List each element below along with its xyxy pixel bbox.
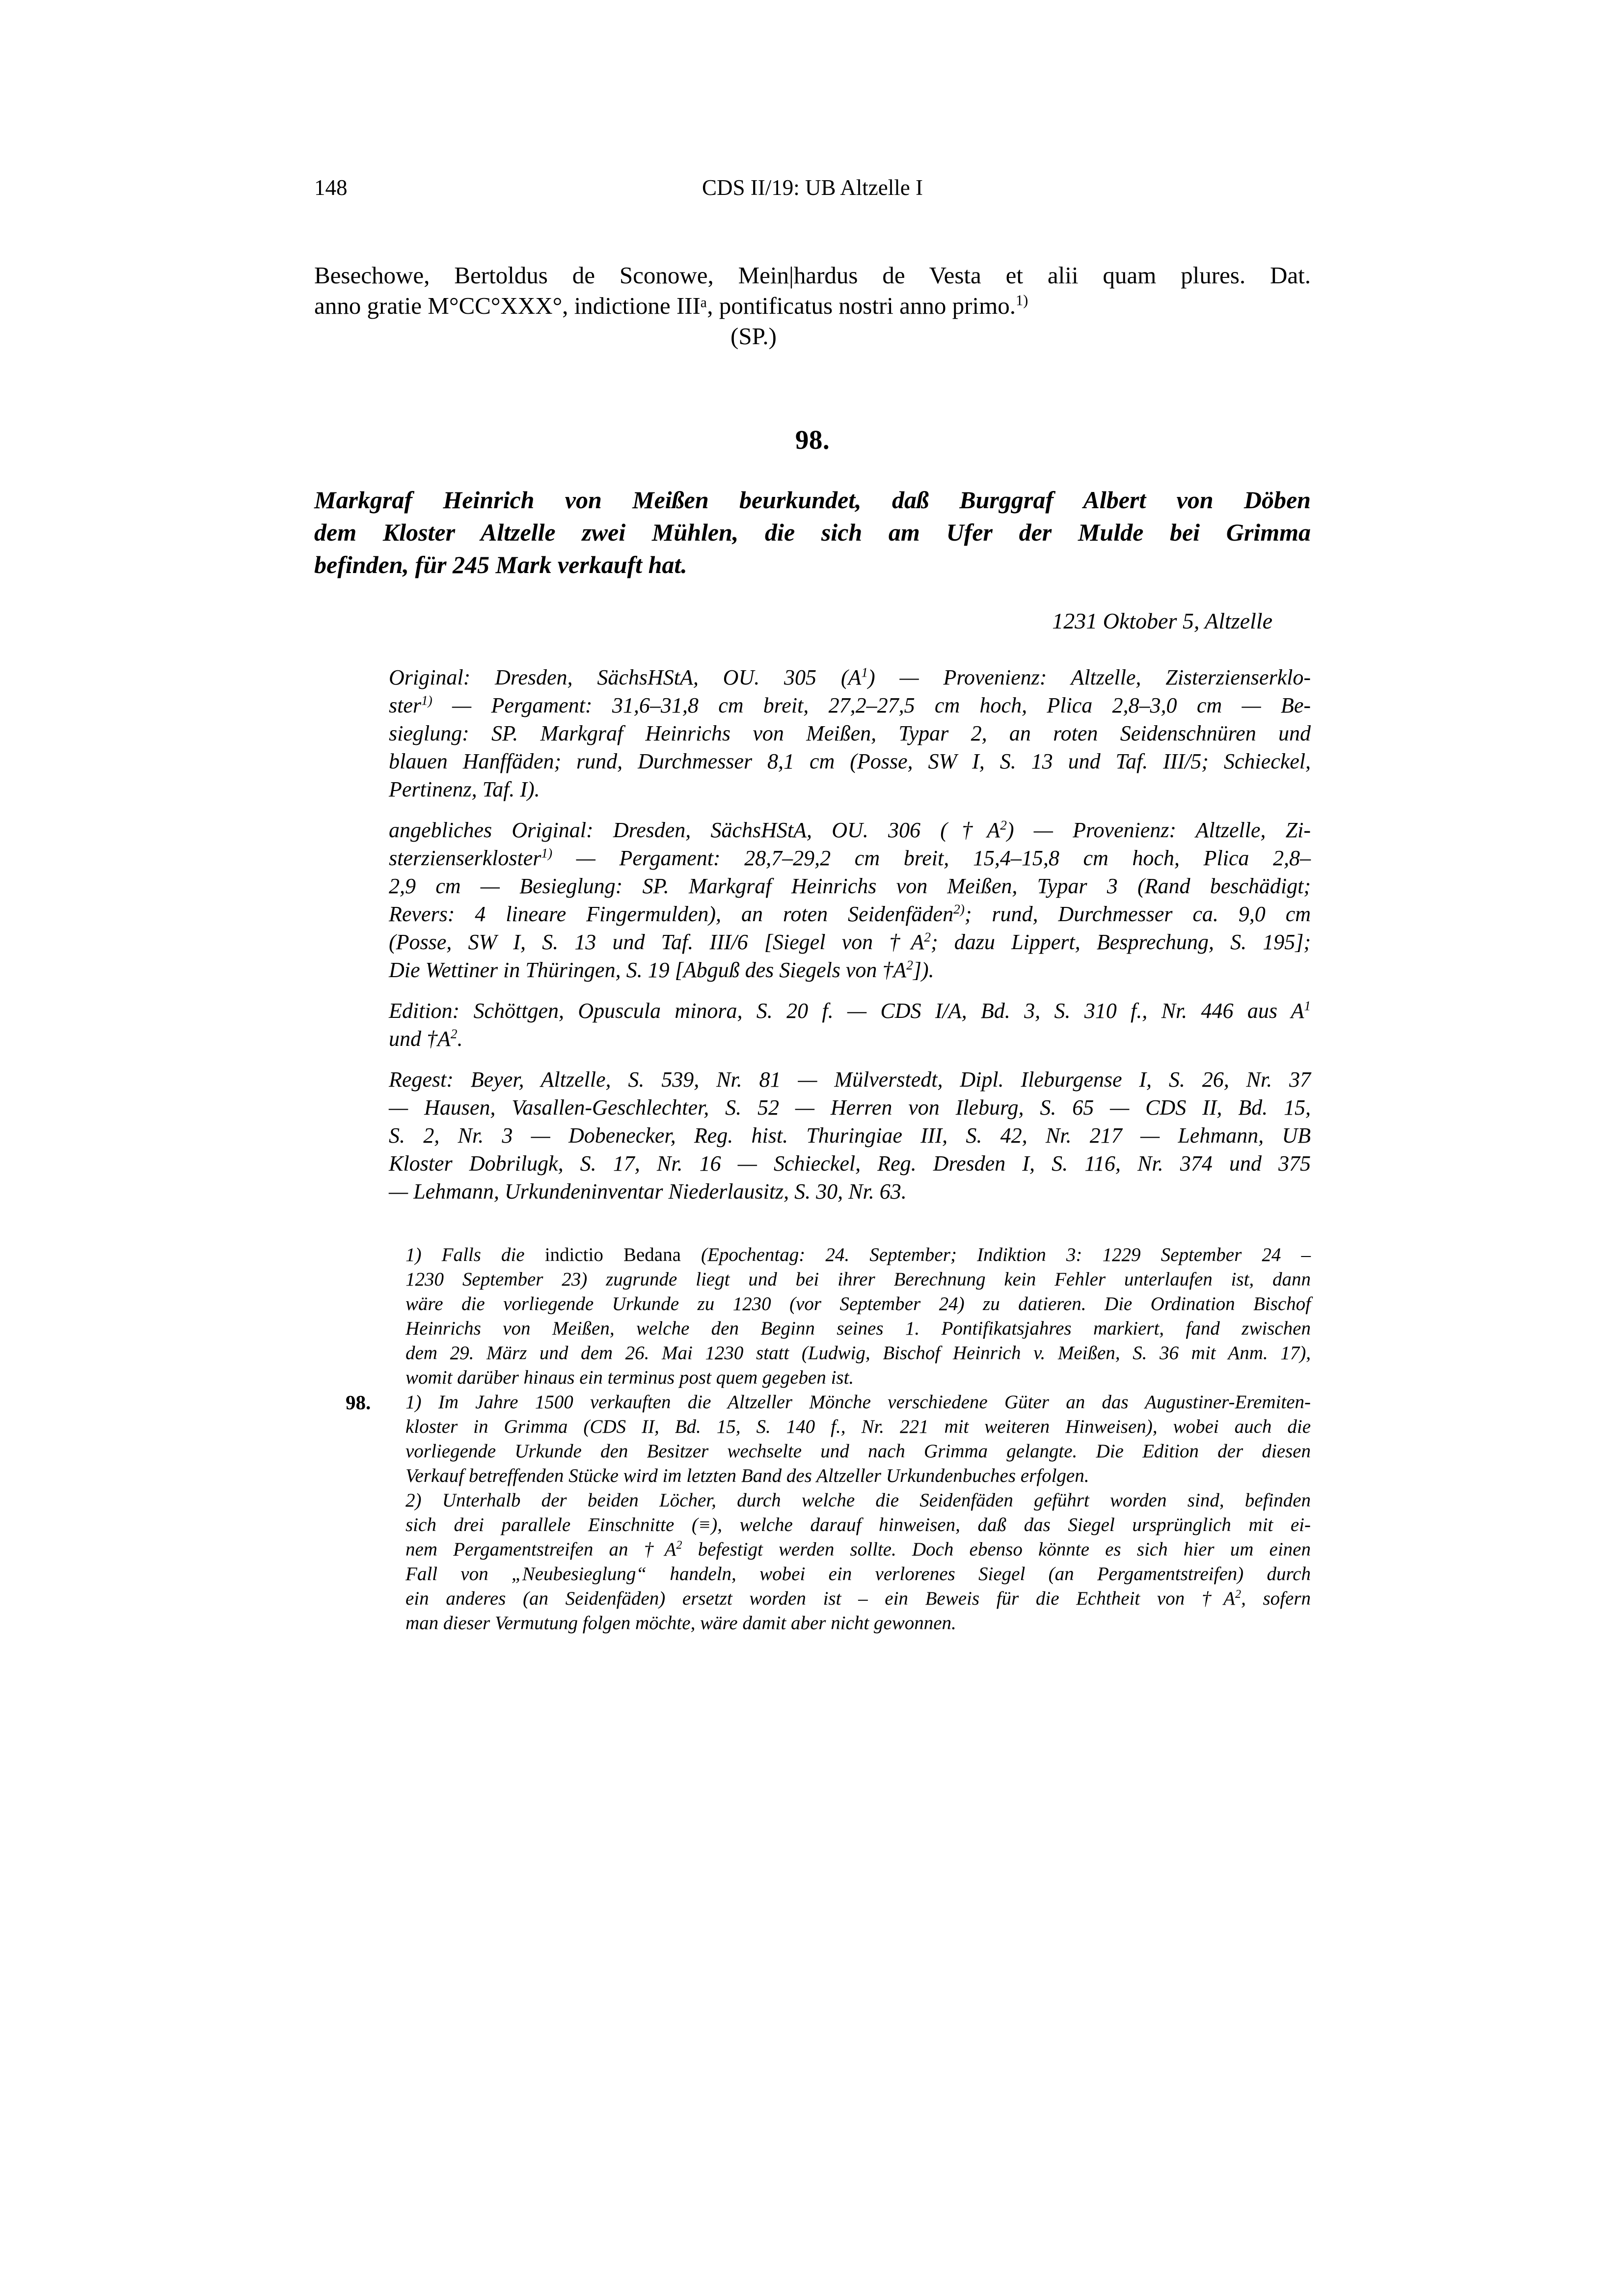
original-line-4: blauen Hanffäden; rund, Durchmesser 8,1 cm (Posse, SW I, S. 13 und Taf. III/5; Schieckel, [389, 749, 1311, 773]
fn-doc98-2-line-1-text: Unterhalb der beiden Löcher, durch welche die Seidenfäden geführt worden sind, befinden [442, 1490, 1311, 1511]
original-line-3: sieglung: SP. Markgraf Heinrichs von Meißen, Typar 2, an roten Seidenschnüren und [389, 721, 1311, 745]
fn-marker: 1) [406, 1392, 422, 1413]
page-number: 148 [314, 175, 348, 200]
fn-charter-1-line-1a: Falls die [441, 1244, 545, 1265]
regest-heading-line-3: befinden, für 245 Mark verkauft hat. [314, 551, 687, 578]
fn-doc98-2-line-5a: ein anderes (an Seidenfäden) ersetzt worden ist – ein Beweis für die Echtheit von †A [406, 1588, 1235, 1609]
alleged-line-2a: sterzienserkloster [389, 846, 541, 870]
alleged-line-6b: ]). [913, 958, 934, 982]
charter-line-2-text: anno gratie M°CC°XXX°, indictione IIIᵃ, pontificatus nostri anno primo. [314, 292, 1016, 319]
fn-doc98-1-line-3: vorliegende Urkunde den Besitzer wechselte und nach Grimma gelangte. Die Edition der diesen [406, 1441, 1311, 1462]
fn-charter-1-line-3: wäre die vorliegende Urkunde zu 1230 (vor September 24) zu datieren. Die Ordination Bischof [406, 1293, 1311, 1314]
fn-charter-1-line-2: 1230 September 23) zugrunde liegt und bei ihrer Berechnung kein Fehler unterlaufen ist, dann [406, 1269, 1311, 1290]
edition-line-2b: . [457, 1027, 463, 1051]
footnote-apparatus [346, 1243, 1311, 1636]
running-title: CDS II/19: UB Altzelle I [702, 175, 923, 200]
footnote-doc98-2 [406, 1488, 1311, 1636]
original-line-1b: ) — Provenienz: Altzelle, Zisterzienserklo- [868, 665, 1311, 689]
apparatus-original [389, 663, 1311, 803]
alleged-line-1 [389, 816, 1311, 844]
fn-marker: 2) [406, 1490, 422, 1511]
alleged-line-3: 2,9 cm — Besieglung: SP. Markgraf Heinrichs von Meißen, Typar 3 (Rand beschädigt; [389, 874, 1311, 898]
regest-heading-line-2: dem Kloster Altzelle zwei Mühlen, die sich am Ufer der Mulde bei Grimma [314, 519, 1311, 546]
edition-line-2a: und †A [389, 1027, 451, 1051]
regest-line-2: — Hausen, Vasallen-Geschlechter, S. 52 — Herren von Ileburg, S. 65 — CDS II, Bd. 15, [389, 1095, 1311, 1120]
fn-doc98-2-line-4: Fall von „Neubesieglung“ handeln, wobei ein verlorenes Siegel (an Pergamentstreifen) durch [406, 1563, 1311, 1585]
footnote-ref-1: 1) [1015, 292, 1028, 309]
document-number: 98. [795, 425, 830, 455]
original-line-1a: Original: Dresden, SächsHStA, OU. 305 (A [389, 665, 862, 689]
regest-heading-line-1: Markgraf Heinrich von Meißen beurkundet, daß Burggraf Albert von Döben [314, 486, 1311, 514]
original-line-2 [389, 691, 1311, 719]
regest-line-5: — Lehmann, Urkundeninventar Niederlausitz, S. 30, Nr. 63. [389, 1179, 907, 1203]
alleged-line-6a: Die Wettiner in Thüringen, S. 19 [Abguß des Siegels von †A [389, 958, 907, 982]
siglum-sup-a1: 1 [861, 665, 868, 680]
siglum-sup-a2f: 2 [1235, 1587, 1242, 1601]
footnote-charter-1 [406, 1243, 1311, 1390]
footnote-doc98-1 [346, 1390, 1311, 1488]
apparatus [389, 663, 1311, 1205]
fn-doc98-2-line-3b: befestigt werden sollte. Doch ebenso könnte es sich hier um einen [682, 1539, 1311, 1560]
siglum-sup-a2e: 2 [676, 1538, 682, 1552]
fn-marker: 1) [406, 1244, 422, 1265]
edition-line-2 [389, 1025, 1311, 1053]
alleged-line-5a: (Posse, SW I, S. 13 und Taf. III/6 [Siegel von †A [389, 930, 924, 954]
siglum-sup-a2c: 2 [906, 957, 913, 973]
charter-line-1: Besechowe, Bertoldus de Sconowe, Mein|hardus de Vesta et alii quam plures. Dat. [314, 262, 1311, 289]
siglum-sup-a1b: 1 [1304, 998, 1311, 1013]
original-line-2a: ster [389, 693, 421, 717]
edition-line-1 [389, 997, 1311, 1025]
regest-line-1: Regest: Beyer, Altzelle, S. 539, Nr. 81 — Mülverstedt, Dipl. Ileburgense I, S. 26, Nr. 37 [389, 1067, 1311, 1092]
text-column [314, 260, 1311, 1636]
siglum-sup-a2: 2 [1000, 818, 1007, 833]
siglum-sup-a2b: 2 [924, 929, 931, 945]
fn-doc98-1-line-1 [346, 1390, 1311, 1415]
footnote-document-marker: 98. [346, 1391, 371, 1414]
alleged-line-1a: angebliches Original: Dresden, SächsHStA, OU. 306 (†A [389, 818, 1000, 842]
fn-doc98-1-line-4: Verkauf betreffenden Stücke wird im letzten Band des Altzeller Urkundenbuches erfolgen. [406, 1465, 1089, 1486]
footnote-ref-1b: 1) [421, 693, 433, 708]
alleged-line-4 [389, 900, 1311, 928]
fn-doc98-1-line-1-text: Im Jahre 1500 verkauften die Altzeller Mönche verschiedene Güter an das Augustiner-Eremiten- [438, 1392, 1311, 1413]
edition-line-1a: Edition: Schöttgen, Opuscula minora, S. 20 f. — CDS I/A, Bd. 3, S. 310 f., Nr. 446 aus A [389, 999, 1304, 1023]
alleged-line-2b: — Pergament: 28,7–29,2 cm breit, 15,4–15,8 cm hoch, Plica 2,8– [552, 846, 1311, 870]
original-line-1 [389, 663, 1311, 691]
alleged-line-4b: ; rund, Durchmesser ca. 9,0 cm [964, 902, 1311, 926]
alleged-line-6 [389, 956, 1311, 984]
original-line-5: Pertinenz, Taf. I). [389, 777, 540, 801]
alleged-line-5 [389, 928, 1311, 956]
regest-line-4: Kloster Dobrilugk, S. 17, Nr. 16 — Schieckel, Reg. Dresden I, S. 116, Nr. 374 und 375 [389, 1151, 1311, 1175]
fn-doc98-2-line-3 [406, 1537, 1311, 1562]
apparatus-regest [389, 1066, 1311, 1205]
alleged-line-2 [389, 844, 1311, 872]
original-line-2b: — Pergament: 31,6–31,8 cm breit, 27,2–27,5 cm hoch, Plica 2,8–3,0 cm — Be- [432, 693, 1311, 717]
regest-heading [314, 484, 1311, 581]
siglum-sup-a2d: 2 [450, 1026, 458, 1041]
footnote-ref-1c: 1) [541, 846, 553, 861]
fn-charter-1-term: indictio Bedana [544, 1244, 681, 1265]
charter-line-2 [314, 291, 1311, 321]
fn-charter-1-line-1b: (Epochentag: 24. September; Indiktion 3: 1229 September 24 – [680, 1244, 1311, 1265]
running-head [314, 173, 1311, 202]
alleged-line-5b: ; dazu Lippert, Besprechung, S. 195]; [930, 930, 1311, 954]
regest-line-3: S. 2, Nr. 3 — Dobenecker, Reg. hist. Thuringiae III, S. 42, Nr. 217 — Lehmann, UB [389, 1123, 1311, 1148]
fn-doc98-2-line-3a: nem Pergamentstreifen an †A [406, 1539, 676, 1560]
fn-charter-1-line-4: Heinrichs von Meißen, welche den Beginn seines 1. Pontifikatsjahres markiert, fand zwischen [406, 1318, 1311, 1339]
fn-doc98-2-line-1 [406, 1488, 1311, 1513]
footnote-ref-2: 2) [953, 902, 965, 917]
fn-doc98-2-line-2: sich drei parallele Einschnitte (≡), welche darauf hinweisen, daß das Siegel ursprünglich mit ei- [406, 1514, 1311, 1535]
fn-doc98-2-line-6: man dieser Vermutung folgen möchte, wäre damit aber nicht gewonnen. [406, 1613, 956, 1634]
alleged-line-4a: Revers: 4 lineare Fingermulden), an roten Seidenfäden [389, 902, 954, 926]
fn-charter-1-line-5: dem 29. März und dem 26. Mai 1230 statt (Ludwig, Bischof Heinrich v. Meißen, S. 36 mit Anm. 17), [406, 1342, 1311, 1364]
fn-doc98-2-line-5 [406, 1586, 1311, 1611]
fn-charter-1-line-1 [406, 1243, 1311, 1267]
fn-doc98-1-line-2: kloster in Grimma (CDS II, Bd. 15, S. 140 f., Nr. 221 mit weiteren Hinweisen), wobei auch die [406, 1416, 1311, 1437]
alleged-line-1b: ) — Provenienz: Altzelle, Zi- [1006, 818, 1311, 842]
seal-notice: (SP.) [730, 323, 777, 350]
apparatus-edition [389, 997, 1311, 1053]
fn-charter-1-line-6: womit darüber hinaus ein terminus post quem gegeben ist. [406, 1367, 854, 1388]
fn-doc98-2-line-5b: , sofern [1241, 1588, 1311, 1609]
latin-charter-closing [314, 260, 1311, 321]
apparatus-alleged-original [389, 816, 1311, 984]
date-place-line: 1231 Oktober 5, Altzelle [1052, 608, 1272, 633]
